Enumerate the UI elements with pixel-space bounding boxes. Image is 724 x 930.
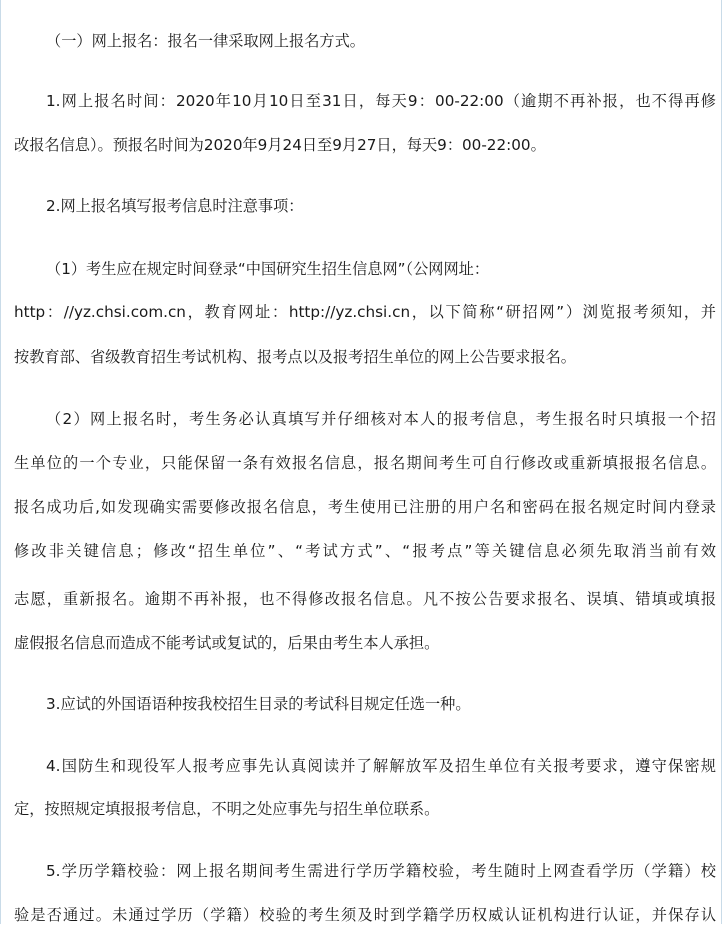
section-heading-online-registration: （一）网上报名：报名一律采取网上报名方式。 bbox=[46, 32, 365, 50]
paragraph-5-line-1: 5.学历学籍校验：网上报名期间考生需进行学历学籍校验，考生随时上网查看学历（学籍）校 bbox=[46, 862, 716, 880]
item-1-line-3: 按教育部、省级教育招生考试机构、报考点以及报考招生单位的网上公告要求报名。 bbox=[14, 348, 576, 366]
item-2-line-1: （2）网上报名时，考生务必认真填写并仔细核对本人的报考信息，考生报名时只填报一个招 bbox=[46, 410, 716, 428]
item-2-line-3: 报名成功后,如发现确实需要修改报名信息，考生使用已注册的用户名和密码在报名规定时间内登录 bbox=[14, 498, 716, 516]
paragraph-3: 3.应试的外国语语种按我校招生目录的考试科目规定任选一种。 bbox=[46, 695, 471, 713]
paragraph-1-line-1: 1.网上报名时间：2020年10月10日至31日，每天9：00-22:00（逾期不再补报，也不得再修 bbox=[46, 92, 716, 110]
item-2-line-6: 虚假报名信息而造成不能考试或复试的，后果由考生本人承担。 bbox=[14, 634, 440, 652]
item-1-line-1: （1）考生应在规定时间登录“中国研究生招生信息网”（公网网址： bbox=[46, 260, 490, 278]
item-2-line-5: 志愿，重新报名。逾期不再补报，也不得修改报名信息。凡不按公告要求报名、误填、错填或填报 bbox=[14, 590, 716, 608]
paragraph-5-line-2: 验是否通过。未通过学历（学籍）校验的考生须及时到学籍学历权威认证机构进行认证，并保存认 bbox=[14, 906, 716, 924]
paragraph-4-line-2: 定，按照规定填报报考信息，不明之处应事先与招生单位联系。 bbox=[14, 800, 440, 818]
item-2-line-2: 生单位的一个专业，只能保留一条有效报名信息，报名期间考生可自行修改或重新填报报名信息。 bbox=[14, 454, 716, 472]
paragraph-4-line-1: 4.国防生和现役军人报考应事先认真阅读并了解解放军及招生单位有关报考要求，遵守保密规 bbox=[46, 757, 716, 775]
item-2-line-4: 修改非关键信息；修改“招生单位”、“考试方式”、“报考点”等关键信息必须先取消当前有效 bbox=[14, 542, 716, 560]
item-1-line-2: http：//yz.chsi.com.cn，教育网址：http://yz.chsi.cn，以下简称“研招网”）浏览报考须知，并 bbox=[14, 303, 716, 321]
paragraph-2-heading: 2.网上报名填写报考信息时注意事项： bbox=[46, 197, 304, 215]
paragraph-1-line-2: 改报名信息）。预报名时间为2020年9月24日至9月27日，每天9：00-22:00。 bbox=[14, 136, 546, 154]
